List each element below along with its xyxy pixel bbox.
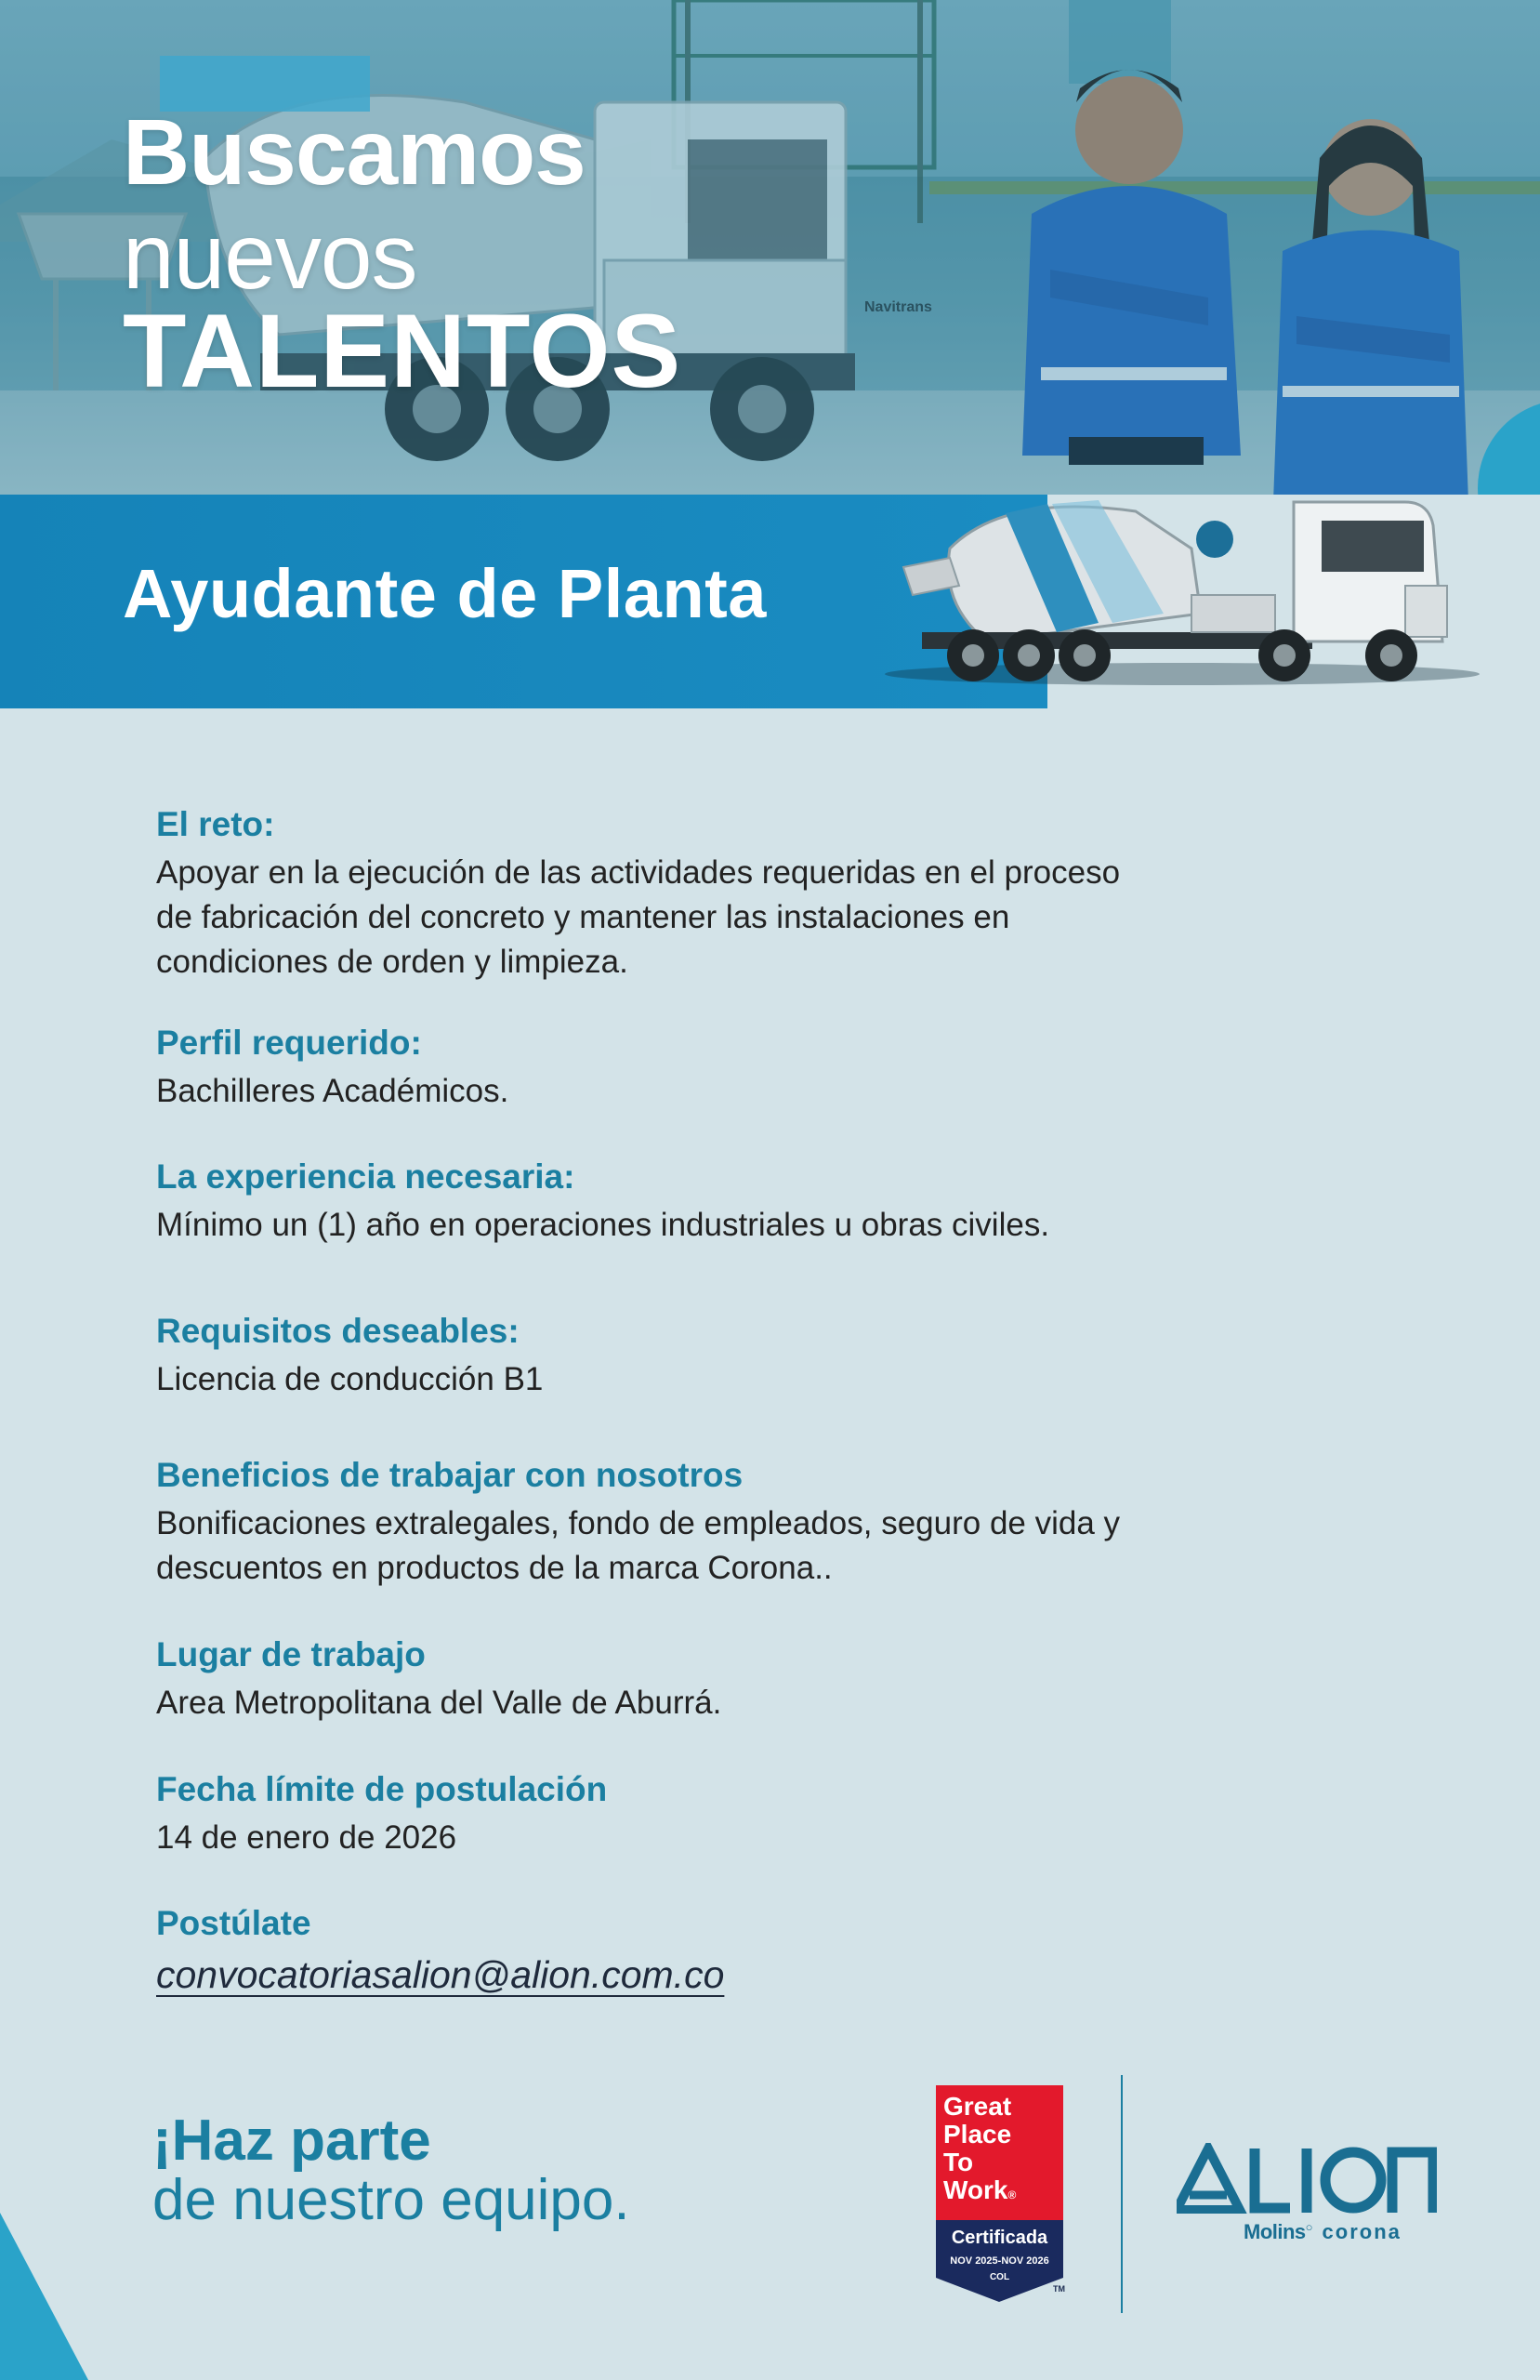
section-postulate <box>156 1903 1299 1997</box>
section-lugar-de-trabajo <box>156 1634 1299 1726</box>
hero-banner <box>0 0 1540 502</box>
body-line: Mínimo un (1) año en operaciones industriales u obras civiles. <box>156 1207 1050 1244</box>
application-email-link[interactable]: convocatoriasalion@alion.com.co <box>156 1953 725 1997</box>
section-title: Fecha límite de postulación <box>156 1770 608 1808</box>
section-body <box>156 1357 1299 1402</box>
corner-triangle-accent <box>0 2213 93 2380</box>
section-title: El reto: <box>156 805 275 843</box>
section-body <box>156 1816 1299 1860</box>
cta-line-1: ¡Haz parte <box>152 2109 431 2173</box>
gptw-line: Great <box>943 2092 1012 2121</box>
section-el-reto <box>156 804 1299 985</box>
gptw-line: Place <box>943 2120 1012 2149</box>
molins-mark: ○ <box>1305 2220 1313 2234</box>
section-title: Postúlate <box>156 1904 311 1942</box>
body-line: condiciones de orden y limpieza. <box>156 944 628 981</box>
gptw-registered: ® <box>1007 2188 1017 2202</box>
body-line: Bonificaciones extralegales, fondo de empleados, seguro de vida y <box>156 1505 1121 1542</box>
body-line: Area Metropolitana del Valle de Aburrá. <box>156 1685 722 1722</box>
section-title: La experiencia necesaria: <box>156 1157 575 1196</box>
great-place-to-work-badge <box>936 2085 1063 2302</box>
gptw-country: COL <box>989 2272 1010 2282</box>
body-line: Bachilleres Académicos. <box>156 1073 509 1110</box>
body-line: Apoyar en la ejecución de las actividades requeridas en el proceso <box>156 854 1121 892</box>
mixer-truck-image <box>885 483 1489 688</box>
section-fecha-limite <box>156 1769 1299 1860</box>
hero-title-line-2: nuevos <box>123 205 417 309</box>
gptw-red-panel <box>936 2085 1063 2220</box>
section-body <box>156 1681 1299 1726</box>
gptw-line: To <box>943 2148 974 2176</box>
truck-brand-text: Navitrans <box>864 299 932 315</box>
section-title: Requisitos deseables: <box>156 1312 520 1350</box>
molins-brand: Molins <box>1244 2220 1306 2243</box>
body-line: 14 de enero de 2026 <box>156 1819 457 1857</box>
cta-line-2: de nuestro equipo. <box>152 2168 630 2232</box>
hero-title-line-1: Buscamos <box>123 100 586 205</box>
section-title: Lugar de trabajo <box>156 1635 426 1673</box>
hero-title-line-3: TALENTOS <box>123 293 682 409</box>
section-body <box>156 851 1299 985</box>
gptw-trademark: TM <box>1053 2284 1065 2294</box>
section-body <box>156 1501 1299 1591</box>
section-requisitos-deseables <box>156 1311 1299 1402</box>
section-experiencia <box>156 1157 1299 1248</box>
footer-divider <box>1121 2075 1123 2313</box>
section-title: Beneficios de trabajar con nosotros <box>156 1456 744 1494</box>
job-title: Ayudante de Planta <box>123 555 767 632</box>
section-title: Perfil requerido: <box>156 1024 422 1062</box>
gptw-line <box>943 2176 1063 2209</box>
body-line: descuentos en productos de la marca Corona.. <box>156 1550 833 1587</box>
gptw-work: Work <box>943 2175 1008 2204</box>
gptw-dates: NOV 2025-NOV 2026 <box>950 2255 1049 2267</box>
section-body <box>156 1203 1299 1248</box>
body-line: Licencia de conducción B1 <box>156 1361 544 1398</box>
section-beneficios <box>156 1455 1299 1591</box>
body-line: de fabricación del concreto y mantener las instalaciones en <box>156 899 1010 936</box>
gptw-certified: Certificada <box>951 2228 1048 2248</box>
corona-brand: corona <box>1322 2220 1402 2243</box>
alion-logo <box>1177 2143 1437 2214</box>
section-body <box>156 1069 1299 1114</box>
section-perfil-requerido <box>156 1023 1299 1114</box>
alion-sub-brands <box>1244 2220 1402 2244</box>
